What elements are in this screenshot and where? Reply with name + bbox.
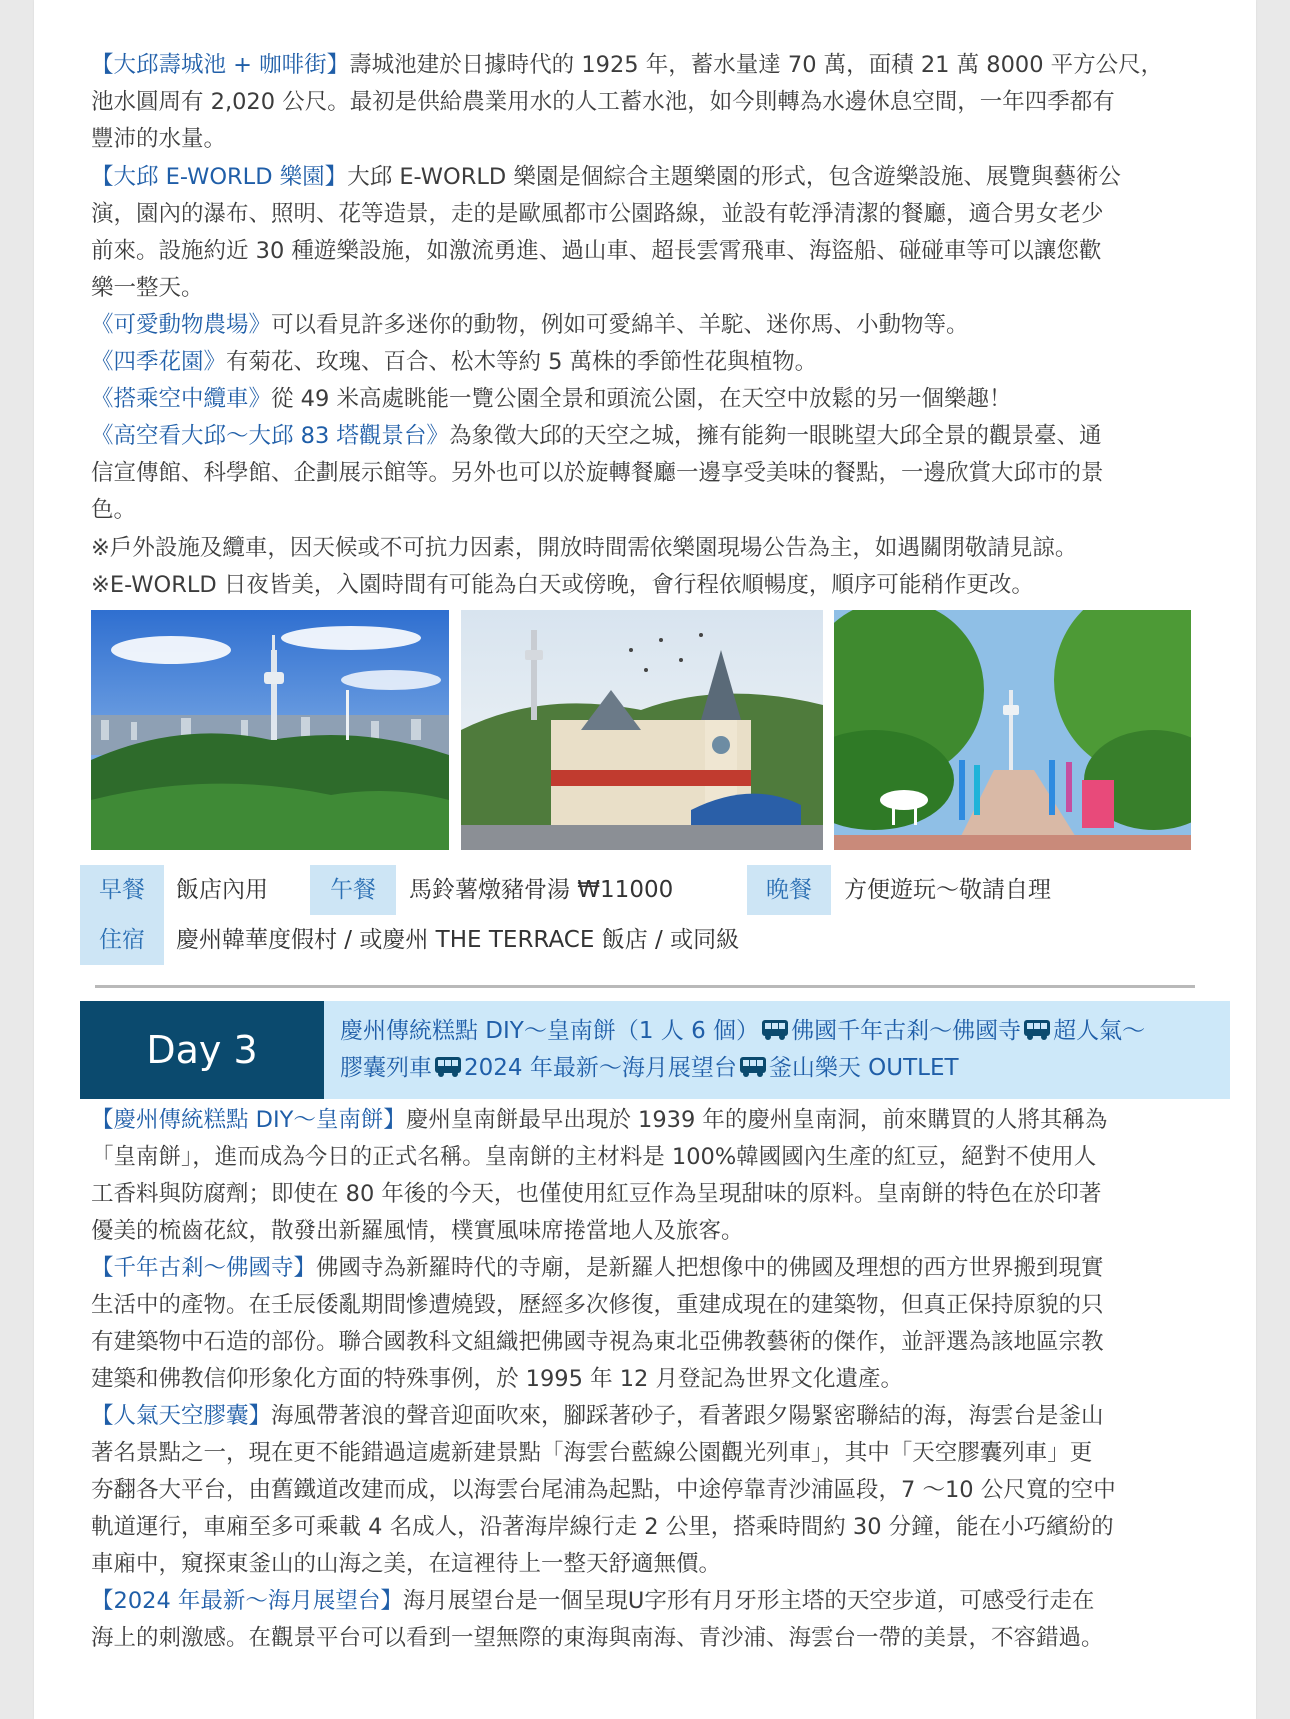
paragraph-title: 【人氣天空膠囊】 — [91, 1403, 272, 1429]
paragraph-title: 《四季花園》 — [91, 349, 227, 375]
lodging-value: 慶州韓華度假村 / 或慶州 THE TERRACE 飯店 / 或同級 — [176, 927, 740, 953]
paragraph-title: 《可愛動物農場》 — [91, 312, 272, 338]
paragraph-suseong-lake: 【大邱壽城池 + 咖啡街】壽城池建於日據時代的 1925 年，蓄水量達 70 萬，面積 21 萬 8000 平方公尺， 池水圓周有 2,020 公尺。最初是供給農業用水的人工蓄水池，如今則轉為水邊休息空間，一年四季都有 豐沛的水量。 — [91, 52, 1164, 152]
paragraph-83-tower: 《高空看大邱～大邱 83 塔觀景台》為象徵大邱的天空之城，擁有能夠一眼眺望大邱全景的觀景臺、通 信宣傳館、科學館、企劃展示館等。另外也可以於旋轉餐廳一邊享受美味的餐點，一邊欣賞大邱市的景 色。 — [91, 423, 1104, 523]
paragraph-e-world: 【大邱 E-WORLD 樂園】大邱 E-WORLD 樂園是個綜合主題樂園的形式，包含遊樂設施、展覽與藝術公 演，園內的瀑布、照明、花等造景，走的是歐風都市公園路線，並設有乾淨清潔的餐廳，適合男女老少 前來。設施約近 30 種遊樂設施，如激流勇進、過山車、超長雲霄飛車、海盜船、碰碰車等可以讓您歡 樂一整天。 — [91, 164, 1121, 301]
bus-icon — [434, 1056, 462, 1078]
paragraph-bulguksa: 【千年古剎～佛國寺】佛國寺為新羅時代的寺廟，是新羅人把想像中的佛國及理想的西方世界搬到現實 生活中的產物。在壬辰倭亂期間慘遭燒毀，歷經多次修復，重建成現在的建築物，但真正保持原貌的只 有建築物中石造的部份。聯合國教科文組織把佛國寺視為東北亞佛教藝術的傑作，並評選為該地區宗教 建築和佛教信仰形象化方面的特殊事例，於 1995 年 12 月登記為世界文化遺產。 — [91, 1255, 1104, 1392]
paragraph-title: 【大邱壽城池 + 咖啡街】 — [91, 52, 350, 78]
paragraph-four-seasons-garden: 《四季花園》有菊花、玫瑰、百合、松木等約 5 萬株的季節性花與植物。 — [91, 349, 818, 375]
paragraph-title: 【千年古剎～佛國寺】 — [91, 1255, 317, 1281]
paragraph-title: 【大邱 E-WORLD 樂園】 — [91, 164, 348, 190]
dinner-label: 晚餐 — [747, 865, 831, 915]
bus-icon — [761, 1019, 789, 1041]
lunch-value: 馬鈴薯燉豬骨湯 ₩11000 — [409, 877, 674, 903]
day-route: 慶州傳統糕點 DIY～皇南餅（1 人 6 個） 佛國千年古剎～佛國寺 超人氣～ 膠囊列車 2024 年最新～海月展望台 釜山樂天 OUTLET — [324, 1001, 1230, 1099]
day-label: Day 3 — [80, 1001, 324, 1099]
photo-park-walkway — [834, 610, 1191, 850]
note-outdoor-facilities: ※戶外設施及纜車，因天候或不可抗力因素，開放時間需依樂園現場公告為主，如遇關閉敬請見諒。 — [91, 535, 1078, 561]
lunch-label: 午餐 — [310, 865, 396, 915]
paragraph-title: 《搭乘空中纜車》 — [91, 386, 272, 412]
itinerary-page — [34, 0, 1256, 1719]
paragraph-sky-capsule: 【人氣天空膠囊】海風帶著浪的聲音迎面吹來，腳踩著砂子，看著跟夕陽緊密聯結的海，海雲台是釜山 著名景點之一，現在更不能錯過這處新建景點「海雲台藍線公園觀光列車」，其中「天空膠囊列車」更 夯翻各大平台，由舊鐵道改建而成，以海雲台尾浦為起點，中途停靠青沙浦區段，7 ～10 公尺寬的空中 軌道運行，車廂至多可乘載 4 名成人，沿著海岸線行走 2 公里，搭乘時間約 30 分鐘，能在小巧繽紛的 車廂中，窺探東釜山的山海之美，在這裡待上一整天舒適無價。 — [91, 1403, 1116, 1577]
paragraph-title: 【2024 年最新～海月展望台】 — [91, 1588, 403, 1614]
photo-castle-building — [461, 610, 823, 850]
note-day-night: ※E-WORLD 日夜皆美，入園時間有可能為白天或傍晚，會行程依順暢度，順序可能稍作更改。 — [91, 572, 1034, 598]
breakfast-label: 早餐 — [80, 865, 164, 915]
lodging-label: 住宿 — [80, 915, 164, 965]
bus-icon — [1023, 1019, 1051, 1041]
paragraph-title: 【慶州傳統糕點 DIY～皇南餅】 — [91, 1107, 406, 1133]
paragraph-animal-farm: 《可愛動物農場》可以看見許多迷你的動物，例如可愛綿羊、羊駝、迷你馬、小動物等。 — [91, 312, 969, 338]
section-divider — [95, 985, 1195, 988]
paragraph-cable-car: 《搭乘空中纜車》從 49 米高處眺能一覽公園全景和頭流公園，在天空中放鬆的另一個樂趣！ — [91, 386, 1012, 412]
breakfast-value: 飯店內用 — [176, 877, 268, 903]
photo-83-tower-city — [91, 610, 449, 850]
paragraph-title: 《高空看大邱～大邱 83 塔觀景台》 — [91, 423, 449, 449]
paragraph-haewol-observatory: 【2024 年最新～海月展望台】海月展望台是一個呈現U字形有月牙形主塔的天空步道，可感受行走在 海上的刺激感。在觀景平台可以看到一望無際的東海與南海、青沙浦、海雲台一帶的美景，不容錯過。 — [91, 1588, 1104, 1651]
dinner-value: 方便遊玩～敬請自理 — [844, 877, 1051, 903]
paragraph-hwangnam-bread: 【慶州傳統糕點 DIY～皇南餅】慶州皇南餅最早出現於 1939 年的慶州皇南洞，前來購買的人將其稱為 「皇南餅」，進而成為今日的正式名稱。皇南餅的主材料是 100%韓國國內生產的紅豆，絕對不使用人 工香料與防腐劑；即使在 80 年後的今天，也僅使用紅豆作為呈現甜味的原料。皇南餅的特色在於印著 優美的梳齒花紋，散發出新羅風情，樸實風味席捲當地人及旅客。 — [91, 1107, 1108, 1244]
bus-icon — [739, 1056, 767, 1078]
